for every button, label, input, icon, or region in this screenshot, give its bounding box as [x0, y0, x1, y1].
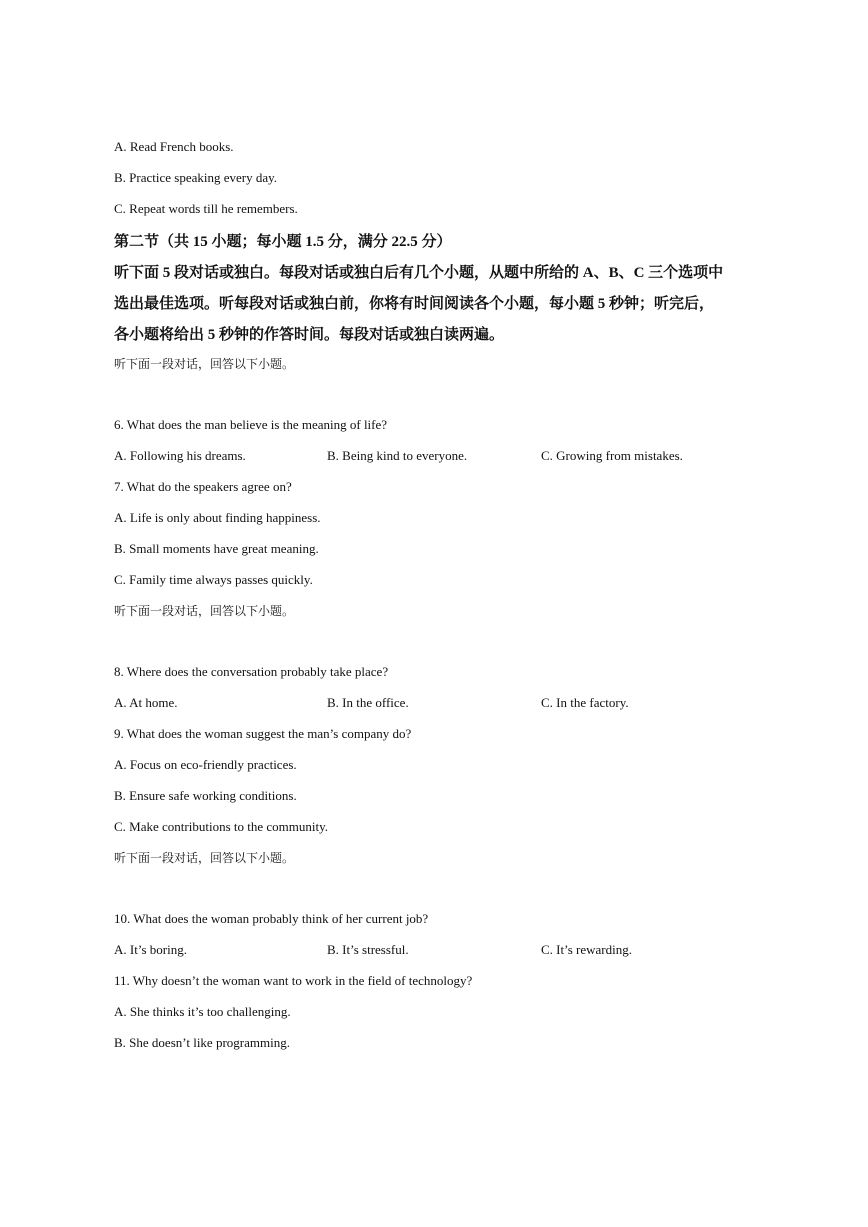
- q6-option-c: C. Growing from mistakes.: [541, 448, 683, 463]
- q8-question: 8. Where does the conversation probably take place?: [114, 664, 389, 679]
- q10-option-c: C. It’s rewarding.: [541, 942, 632, 957]
- q11-option-b: B. She doesn’t like programming.: [114, 1035, 290, 1050]
- q8-option-b: B. In the office.: [327, 695, 409, 710]
- listen-prompt: 听下面一段对话，回答以下小题。: [114, 604, 295, 618]
- q10-option-a: A. It’s boring.: [114, 942, 187, 957]
- listen-prompt: 听下面一段对话，回答以下小题。: [114, 851, 295, 865]
- q7-option-c: C. Family time always passes quickly.: [114, 572, 313, 587]
- q11-option-a: A. She thinks it’s too challenging.: [114, 1004, 291, 1019]
- q8-option-c: C. In the factory.: [541, 695, 629, 710]
- section-instructions-line-1: 听下面 5 段对话或独白。每段对话或独白后有几个小题，从题中所给的 A、B、C 三个选项中: [114, 265, 724, 281]
- q7-option-a: A. Life is only about finding happiness.: [114, 510, 321, 525]
- q11-question: 11. Why doesn’t the woman want to work in the field of technology?: [114, 973, 473, 988]
- q5-option-a: A. Read French books.: [114, 139, 234, 154]
- section-instructions-line-3: 各小题将给出 5 秒钟的作答时间。每段对话或独白读两遍。: [114, 327, 505, 343]
- q9-option-a: A. Focus on eco-friendly practices.: [114, 757, 297, 772]
- q9-question: 9. What does the woman suggest the man’s company do?: [114, 726, 412, 741]
- q10-option-b: B. It’s stressful.: [327, 942, 409, 957]
- q7-question: 7. What do the speakers agree on?: [114, 479, 292, 494]
- q10-question: 10. What does the woman probably think of her current job?: [114, 911, 429, 926]
- q5-option-c: C. Repeat words till he remembers.: [114, 201, 298, 216]
- q5-option-b: B. Practice speaking every day.: [114, 170, 278, 185]
- section-title: 第二节（共 15 小题；每小题 1.5 分，满分 22.5 分）: [114, 234, 452, 250]
- q9-option-c: C. Make contributions to the community.: [114, 819, 328, 834]
- q6-option-a: A. Following his dreams.: [114, 448, 246, 463]
- q9-option-b: B. Ensure safe working conditions.: [114, 788, 297, 803]
- q8-option-a: A. At home.: [114, 695, 178, 710]
- q6-option-b: B. Being kind to everyone.: [327, 448, 468, 463]
- q7-option-b: B. Small moments have great meaning.: [114, 541, 319, 556]
- q6-question: 6. What does the man believe is the meaning of life?: [114, 417, 388, 432]
- listen-prompt: 听下面一段对话，回答以下小题。: [114, 357, 295, 371]
- section-instructions-line-2: 选出最佳选项。听每段对话或独白前，你将有时间阅读各个小题，每小题 5 秒钟；听完后，: [114, 296, 715, 312]
